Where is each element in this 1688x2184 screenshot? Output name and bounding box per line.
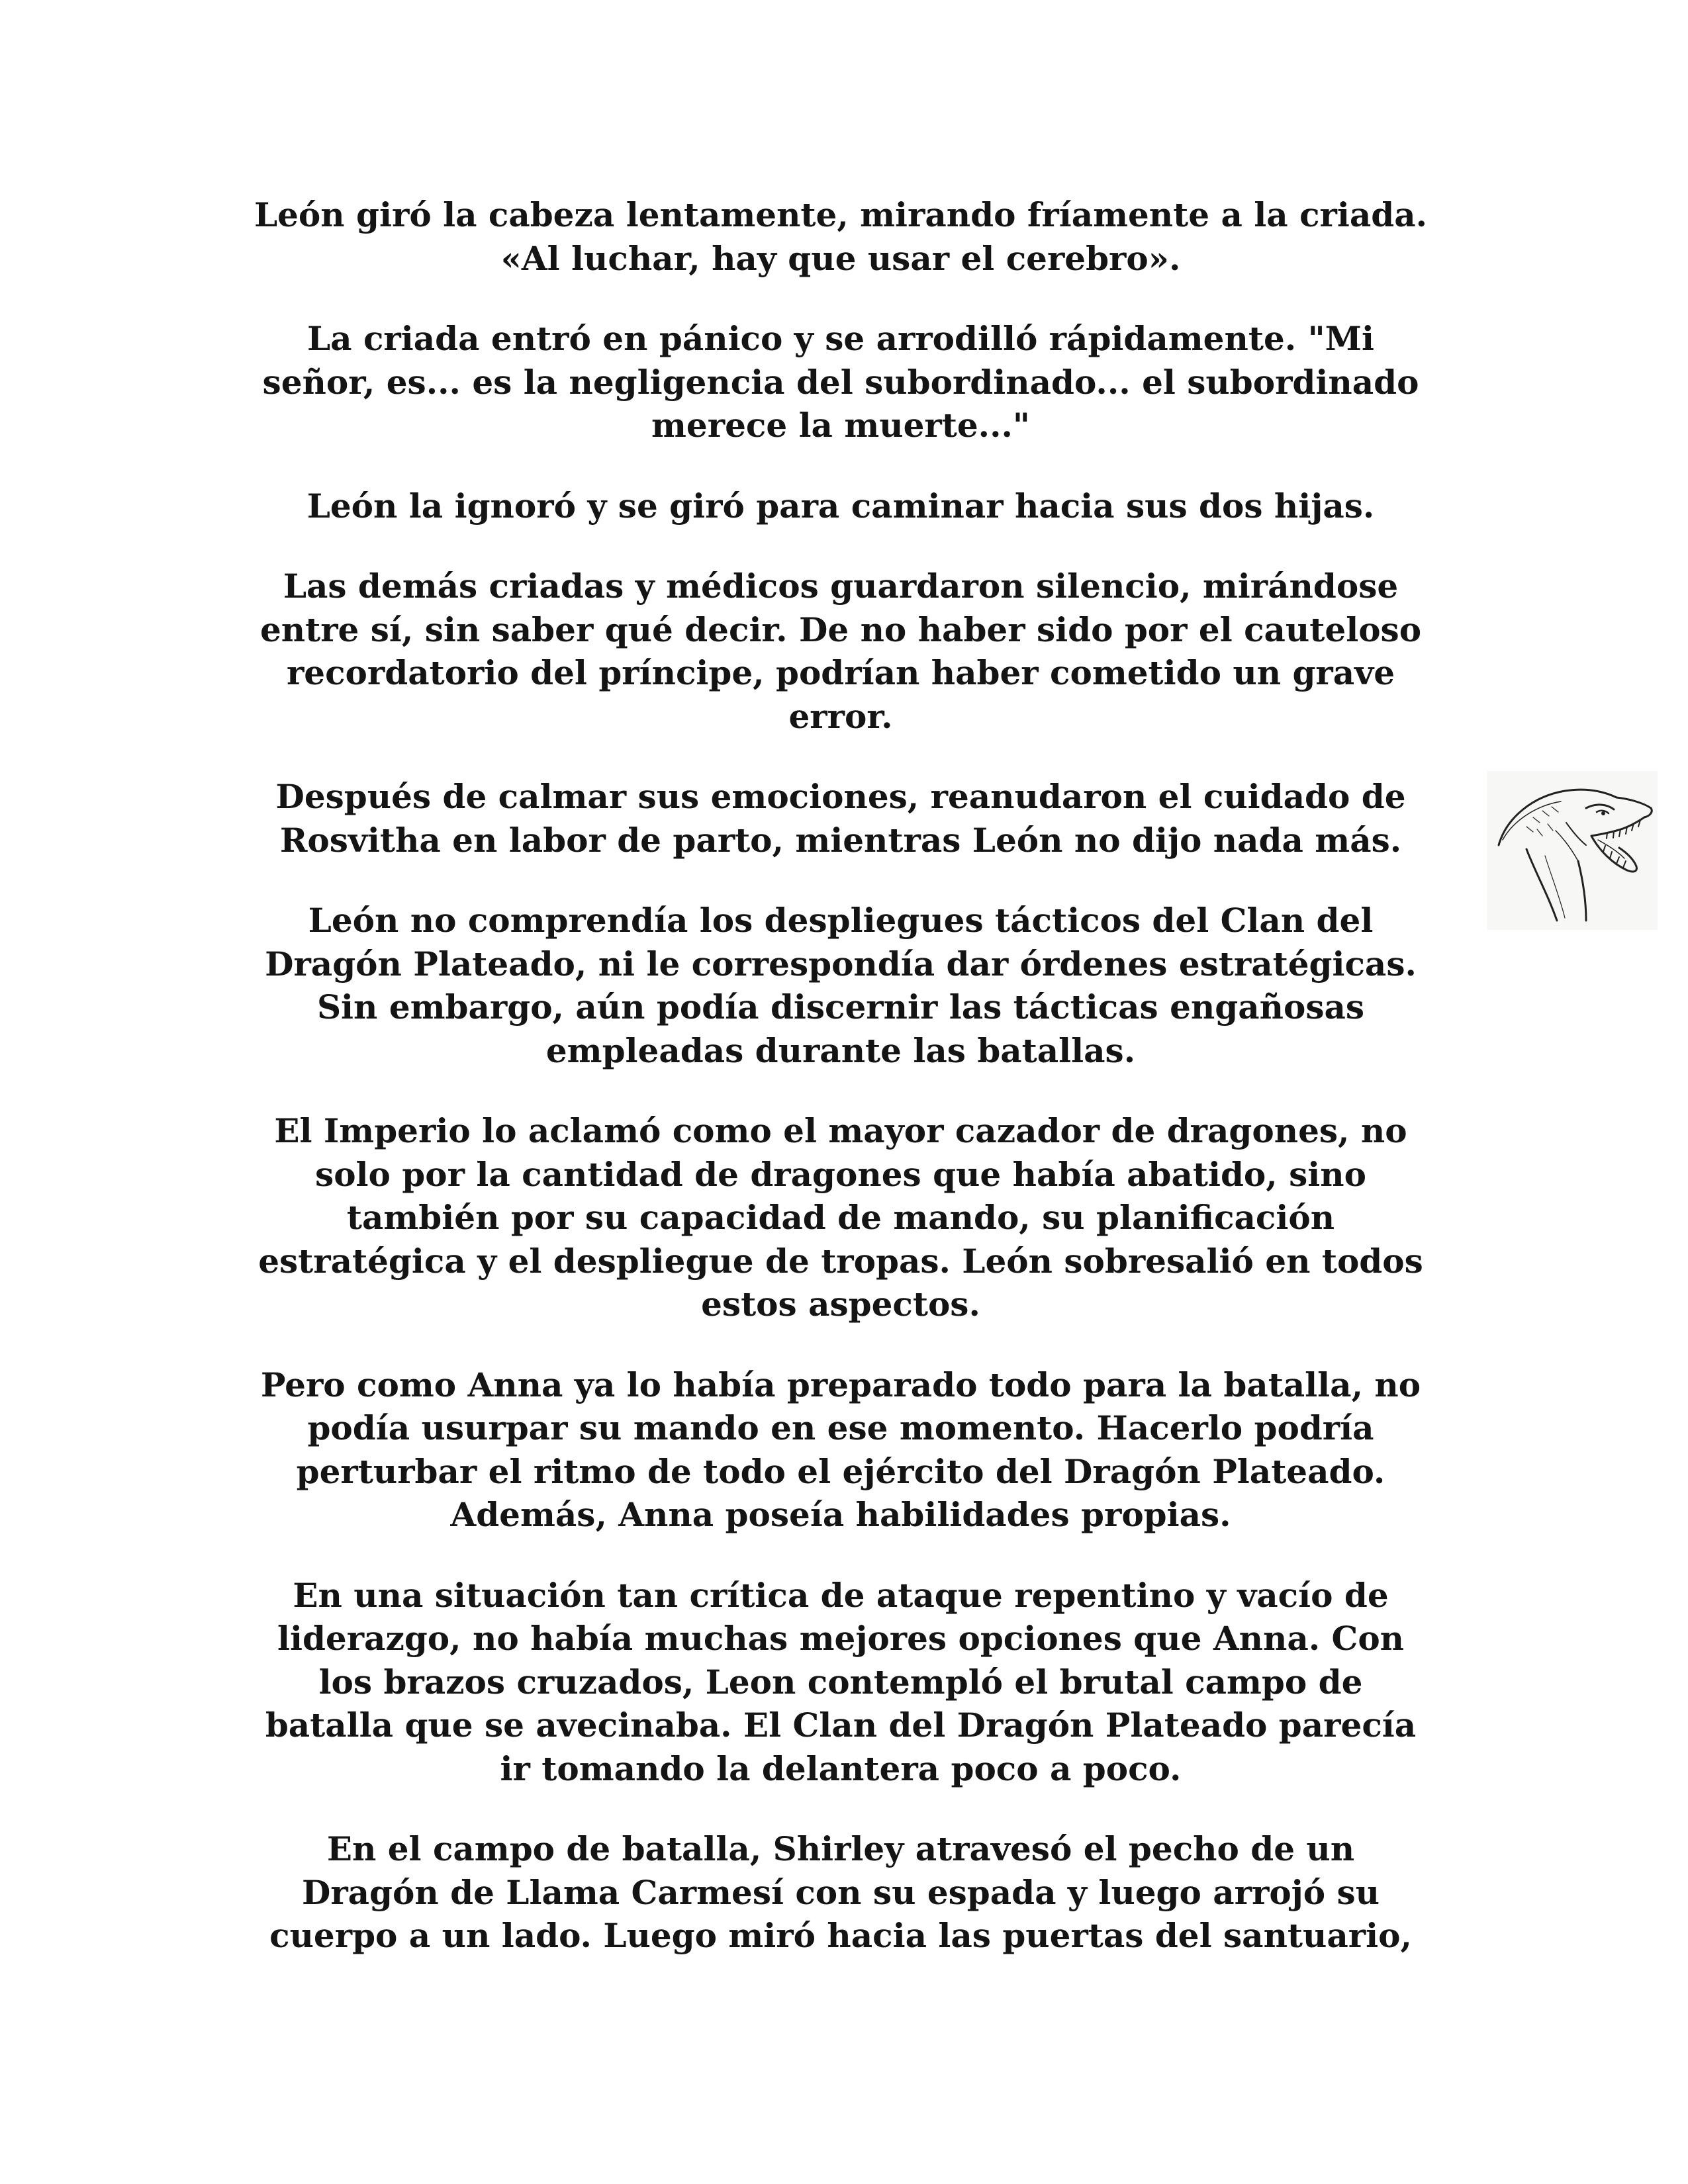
text-line: señor, es... es la negligencia del subordinado... el subordinado xyxy=(262,362,1419,402)
story-text xyxy=(218,193,1463,1995)
text-line: Sin embargo, aún podía discernir las tácticas engañosas xyxy=(316,987,1365,1026)
text-line: empleadas durante las batallas. xyxy=(545,1030,1136,1070)
text-line: En el campo de batalla, Shirley atravesó el pecho de un xyxy=(326,1829,1355,1868)
dragon-head-sketch-icon xyxy=(1487,771,1658,930)
text-line: error. xyxy=(788,696,893,736)
text-line: ir tomando la delantera poco a poco. xyxy=(500,1749,1182,1788)
paragraph xyxy=(218,484,1463,528)
text-line: León giró la cabeza lentamente, mirando fríamente a la criada. xyxy=(254,195,1428,234)
text-line: batalla que se avecinaba. El Clan del Dragón Plateado parecía xyxy=(265,1706,1417,1745)
paragraph xyxy=(218,1827,1463,1958)
paragraph xyxy=(218,899,1463,1072)
text-line: Pero como Anna ya lo había preparado todo para la batalla, no xyxy=(260,1365,1421,1404)
text-line: Dragón de Llama Carmesí con su espada y luego arrojó su xyxy=(301,1872,1380,1912)
text-line: Dragón Plateado, ni le correspondía dar órdenes estratégicas. xyxy=(265,944,1417,983)
dragon-logo xyxy=(1487,771,1658,930)
paragraph xyxy=(218,775,1463,862)
text-line: los brazos cruzados, Leon contempló el brutal campo de xyxy=(318,1662,1363,1702)
text-line: Las demás criadas y médicos guardaron silencio, mirándose xyxy=(283,567,1399,606)
text-line: «Al luchar, hay que usar el cerebro». xyxy=(500,238,1181,278)
text-line: Rosvitha en labor de parto, mientras León no dijo nada más. xyxy=(279,820,1402,860)
text-line: León la ignoró y se giró para caminar hacia sus dos hijas. xyxy=(306,486,1375,525)
paragraph xyxy=(218,1109,1463,1326)
text-line: perturbar el ritmo de todo el ejército del Dragón Plateado. xyxy=(296,1451,1385,1491)
text-line: cuerpo a un lado. Luego miró hacia las puertas del santuario, xyxy=(269,1916,1412,1955)
text-line: La criada entró en pánico y se arrodilló rápidamente. "Mi xyxy=(307,319,1374,358)
text-line: Además, Anna poseía habilidades propias. xyxy=(450,1495,1231,1534)
paragraph xyxy=(218,1574,1463,1791)
text-line: En una situación tan crítica de ataque repentino y vacío de xyxy=(293,1575,1389,1615)
text-line: estos aspectos. xyxy=(701,1285,980,1324)
paragraph xyxy=(218,193,1463,280)
text-line: liderazgo, no había muchas mejores opciones que Anna. Con xyxy=(277,1619,1405,1658)
text-line: merece la muerte..." xyxy=(651,406,1030,445)
paragraph xyxy=(218,317,1463,447)
text-line: El Imperio lo aclamó como el mayor cazador de dragones, no xyxy=(274,1111,1407,1150)
text-line: podía usurpar su mando en ese momento. Hacerlo podría xyxy=(307,1408,1374,1447)
paragraph xyxy=(218,565,1463,738)
text-line: Después de calmar sus emociones, reanudaron el cuidado de xyxy=(275,777,1406,816)
text-line: estratégica y el despliegue de tropas. León sobresalió en todos xyxy=(258,1241,1423,1281)
text-line: recordatorio del príncipe, podrían haber cometido un grave xyxy=(286,653,1395,692)
text-line: también por su capacidad de mando, su planificación xyxy=(346,1198,1335,1237)
paragraph xyxy=(218,1363,1463,1537)
text-line: solo por la cantidad de dragones que había abatido, sino xyxy=(315,1154,1366,1194)
text-line: León no comprendía los despliegues tácticos del Clan del xyxy=(308,901,1374,940)
text-line: entre sí, sin saber qué decir. De no haber sido por el cauteloso xyxy=(259,610,1422,649)
